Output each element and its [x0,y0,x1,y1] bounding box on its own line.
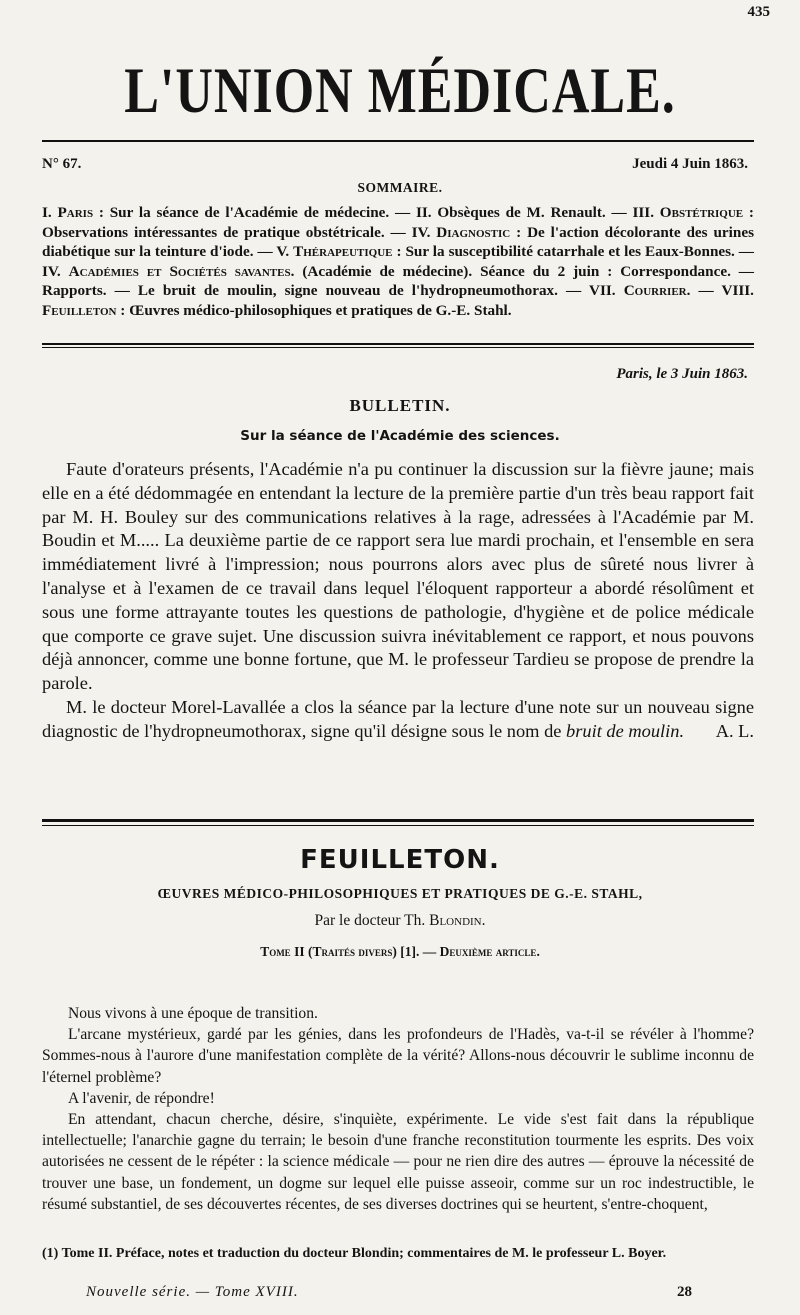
sommaire-rubric: Thérapeutique [293,243,393,261]
sommaire-text: : Sur la séance de l'Académie de médecine. — II. Obsèques de M. Renault. — III. [93,204,660,221]
footnote-ref: 1 [404,944,412,959]
page-number: 435 [747,4,770,20]
sommaire-text: : Sur la susceptibilité catarrhale et les Eaux-Bonnes. — IV. [42,243,754,280]
section-rule-thin [42,347,754,348]
volume-text: Traités divers [312,944,393,959]
feuilleton-heading: FEUILLETON. [300,845,500,875]
bulletin-subtitle: Sur la séance de l'Académie des sciences. [240,428,560,444]
sommaire-rubric: Paris [57,204,94,221]
bulletin-date: Paris, le 3 Juin 1863. [616,366,748,382]
bulletin-title: BULLETIN. [349,396,451,415]
bulletin-paragraph [42,696,754,744]
feuilleton-body [42,1003,754,1215]
sommaire-text: : Œuvres médico-philosophiques et pratiques de G.-E. Stahl. [116,301,512,319]
feuilleton-volume [0,944,800,960]
sommaire-contents [42,203,754,321]
sommaire-text: : De l'action décolorante des urines diabétique sur la teinture d'iode. — V. [42,223,754,261]
feuilleton-paragraph: Nous vivons à une époque de transition. [68,1005,318,1022]
sheet-number: 28 [677,1284,692,1300]
feuilleton-rule [42,819,754,822]
bulletin-text: M. le docteur Morel-Lavallée a clos la séance par la lecture d'une note sur un nouveau signe diagnostic de l'hydropneumothorax, signe qu'il désigne sous le nom de [42,696,754,741]
issue-date: Jeudi 4 Juin 1863. [632,156,748,172]
issue-number: N° 67. [42,156,82,172]
section-rule [42,343,754,345]
sommaire-rubric: Feuilleton [42,301,117,319]
sommaire-text: I. [42,204,58,221]
footnote: (1) Tome II. Préface, notes et traduction du docteur Blondin; commentaires de M. le professeur L. Boyer. [42,1246,667,1261]
sommaire-rubric: Courrier [623,282,687,300]
bulletin-signature: A. L. [715,720,754,741]
masthead-title: L'UNION MÉDICALE. [124,55,676,128]
sommaire-title: SOMMAIRE. [357,180,443,195]
feuilleton-paragraph: A l'avenir, de répondre! [68,1089,215,1107]
sommaire-rubric: Obstétrique [659,204,744,221]
volume-text: ) [ [392,944,405,959]
feuilleton-paragraph: L'arcane mystérieux, gardé par les génies, dans les profondeurs de l'Hadès, va-t-il se révéler à l'homme? Sommes-nous à l'aurore d'une manifestation complète de la vérité? Allons-nous découvrir le sublime inconnu de l'éternel problème? [42,1026,754,1086]
author-suffix: . [481,912,486,929]
sommaire-text: : Observations intéressantes de pratique obstétricale. — IV. [42,204,754,241]
sommaire-text: . (Académie de médecine). Séance du 2 juin : Correspondance. — Rapports. — Le bruit de moulin, signe nouveau de l'hydropneumothorax. — VII. [42,262,754,300]
feuilleton-rule-thin [42,825,754,826]
author-name: Blondin [429,912,482,929]
volume-text: Deuxième article [439,944,537,959]
sommaire-text: . — VIII. [686,282,754,300]
sommaire-rubric: Diagnostic [436,223,511,241]
volume-text: ]. — [411,944,440,959]
bulletin-italic: bruit de moulin. [566,720,685,741]
volume-text: Tome II ( [260,944,313,959]
bulletin-paragraph: Faute d'orateurs présents, l'Académie n'a pu continuer la discussion sur la fièvre jaune; mais elle en a été dédommagée en entendant la lecture de la première partie d'un très beau rapport fait par M. H. Bouley sur des communications relatives à la rage, adressées à l'Académie par M. Boudin et M..... La deuxième partie de ce rapport sera lue mardi prochain, et l'ensemble en sera immédiatement livré à l'impression; nous pourrons alors avec plus de sûreté nous livrer à l'analyse et à l'examen de ce travail dans lequel l'éloquent rapporteur a abordé résolûment et sous une forme attrayante toutes les questions de pathologie, d'hygiène et de police médicale que comporte ce grave sujet. Une discussion suivra inévitablement ce rapport, et nous pouvons déjà annoncer, comme une bonne fortune, que M. le professeur Tardieu se propose de prendre la parole. [42,459,754,694]
author-prefix: Par le docteur Th. [314,912,430,929]
feuilleton-paragraph: En attendant, chacun cherche, désire, s'inquiète, expérimente. Le vide s'est fait dans la république intellectuelle; l'anarchie gagne du terrain; le besoin d'une franche reconstitution tourmente les esprits. Des voix autorisées ne cessent de le répéter : la science médicale — pour ne rien dire des autres — éprouve la nécessité de trouver une base, un fondement, un dogme sur lequel elle puisse asseoir, comme sur un roc indestructible, le résumé substantiel, de ses découvertes récentes, de ses diverses doctrines qui se heurtent, s'entre-choquent, [42,1111,754,1213]
masthead-rule [42,140,754,142]
series-footer: Nouvelle série. — Tome XVIII. [86,1284,299,1300]
bulletin-body [42,458,754,744]
feuilleton-author [0,912,800,930]
sommaire-rubric: Académies et Sociétés savantes [68,262,291,280]
feuilleton-title: ŒUVRES MÉDICO-PHILOSOPHIQUES ET PRATIQUES DE G.-E. STAHL, [157,886,643,901]
volume-text: . [536,944,540,959]
